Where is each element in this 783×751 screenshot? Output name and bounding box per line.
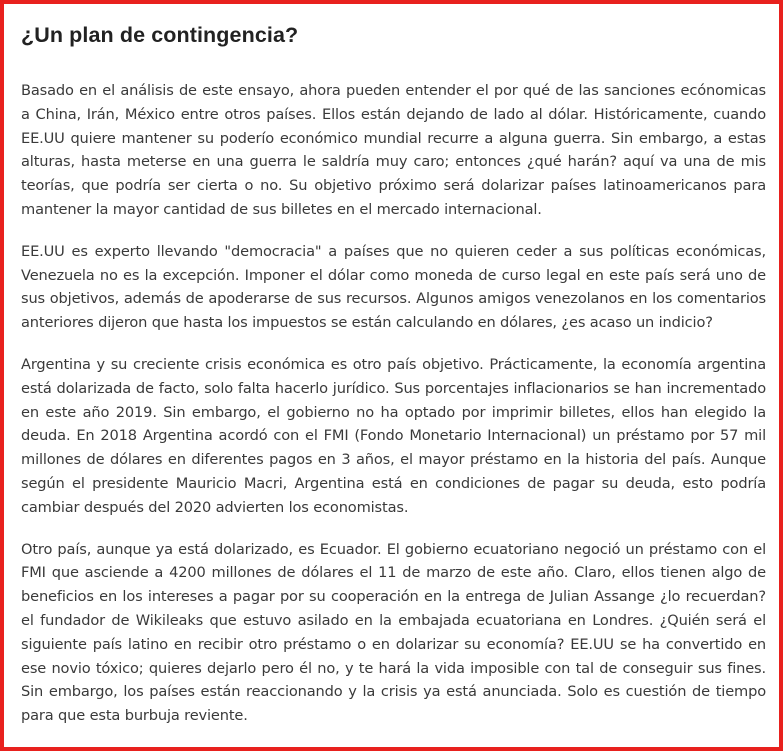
paragraph-1: Basado en el análisis de este ensayo, ahora pueden entender el por qué de las sanciones ecónomicas a China, Irán, México entre otros países. Ellos están dejando de lado al dólar. Históricamente, cuando EE.UU quiere mantener su poderío económico mundial recurre a alguna guerra. Sin embargo, a estas alturas, hasta meterse en una guerra le saldría muy caro; entonces ¿qué harán? aquí va una de mis teorías, que podría ser cierta o no. Su objetivo próximo será dolarizar países latinoamericanos para mantener la mayor cantidad de sus billetes en el mercado internacional.: [21, 82, 766, 218]
paragraph-3: Argentina y su creciente crisis económica es otro país objetivo. Prácticamente, la economía argentina está dolarizada de facto, solo falta hacerlo jurídico. Sus porcentajes inflacionarios se han incrementado en este año 2019. Sin embargo, el gobierno no ha optado por imprimir billetes, ellos han elegido la deuda. En 2018 Argentina acordó con el FMI (Fondo Monetario Internacional) un préstamo por 57 mil millones de dólares en diferentes pagos en 3 años, el mayor préstamo en la historia del país. Aunque según el presidente Mauricio Macri, Argentina está en condiciones de pagar su deuda, esto podría cambiar después del 2020 advierten los economistas.: [21, 355, 766, 516]
section-heading: ¿Un plan de contingencia?: [21, 23, 299, 47]
article-section: [21, 18, 766, 746]
paragraph-4: Otro país, aunque ya está dolarizado, es Ecuador. El gobierno ecuatoriano negoció un préstamo con el FMI que asciende a 4200 millones de dólares el 11 de marzo de este año. Claro, ellos tienen algo de beneficios en los intereses a pagar por su cooperación en la entrega de Julian Assange ¿lo recuerdan? el fundador de Wikileaks que estuvo asilado en la embajada ecuatoriana en Londres. ¿Quién será el siguiente país latino en recibir otro préstamo o en dolarizar su economía? EE.UU se ha convertido en ese novio tóxico; quieres dejarlo pero él no, y te hará la vida imposible con tal de conseguir sus fines. Sin embargo, los países están reaccionando y la crisis ya está anunciada. Solo es cuestión de tiempo para que esta burbuja reviente.: [21, 540, 766, 725]
paragraph-2: EE.UU es experto llevando "democracia" a países que no quieren ceder a sus políticas económicas, Venezuela no es la excepción. Imponer el dólar como moneda de curso legal en este país será uno de sus objetivos, además de apoderarse de sus recursos. Algunos amigos venezolanos en los comentarios anteriores dijeron que hasta los impuestos se están calculando en dólares, ¿es acaso un indicio?: [21, 242, 766, 332]
